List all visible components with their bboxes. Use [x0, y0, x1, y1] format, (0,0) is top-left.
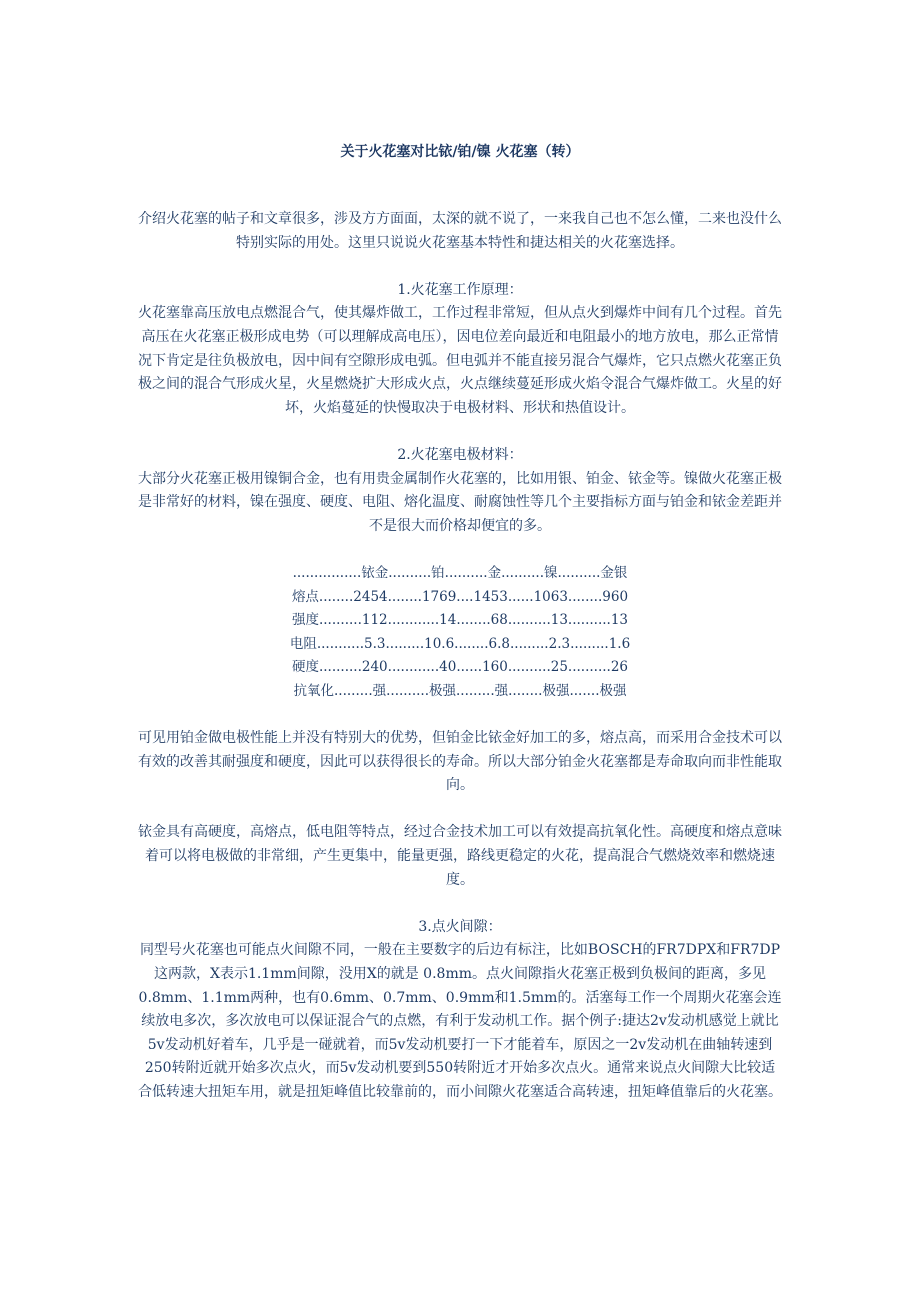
table-row-melting-point: 熔点........2454........1769....1453......1063........960	[291, 588, 629, 605]
section-3-body: 同型号火花塞也可能点火间隙不同，一般在主要数字的后边有标注，比如BOSCH的FR7DPX和FR7DP这两款，X表示1.1mm间隙，没用X的就是 0.8mm。点火间隙指火花塞正极到负极间的距离，多见0.8mm、1.1mm两种，也有0.6mm、0.7mm、0.9mm和1.5mm的。活塞每工作一个周期火花塞会连续放电多次，多次放电可以保证混合气的点燃，有利于发动机工作。据个例子:捷达2v发动机感觉上就比5v发动机好着车，几乎是一碰就着，而5v发动机要打一下才能着车，原因之一2v发动机在曲轴转速到250转附近就开始多次点火，而5v发动机要到550转附近才开始多次点火。通常来说点火间隙大比较适合低转速大扭矩车用，就是扭矩峰值比较靠前的，而小间隙火花塞适合高转速，扭矩峰值靠后的火花塞。	[138, 942, 782, 1100]
section-2-paragraph-2: 可见用铂金做电极性能上并没有特别大的优势，但铂金比铱金好加工的多，熔点高，而采用合金技术可以有效的改善其耐强度和硬度，因此可以获得很长的寿命。所以大部分铂金火花塞都是寿命取向而非性能取向。	[138, 730, 782, 794]
section-2-body: 大部分火花塞正极用镍铜合金，也有用贵金属制作火花塞的，比如用银、铂金、铱金等。镍做火花塞正极是非常好的材料，镍在强度、硬度、电阻、熔化温度、耐腐蚀性等几个主要指标方面与铂金和铱金差距并不是很大而价格却便宜的多。	[138, 470, 782, 534]
section-3-heading: 3.点火间隙：	[418, 918, 502, 935]
section-2-paragraph-3: 铱金具有高硬度，高熔点，低电阻等特点，经过合金技术加工可以有效提高抗氧化性。高硬度和熔点意味着可以将电极做的非常细，产生更集中，能量更强，路线更稳定的火花，提高混合气燃烧效率和燃烧速度。	[138, 824, 782, 888]
table-row-hardness: 硬度..........240............40......160..........25..........26	[291, 659, 629, 676]
section-1-heading: 1.火花塞工作原理：	[397, 281, 523, 298]
table-row-resistance: 电阻...........5.3.........10.6........6.8.........2.3.........1.6	[289, 635, 631, 652]
material-comparison-table	[138, 562, 782, 704]
section-2-heading: 2.火花塞电极材料：	[397, 446, 523, 463]
document-page	[138, 140, 782, 1128]
page-title: 关于火花塞对比铱/铂/镍 火花塞（转）	[340, 144, 580, 160]
intro-paragraph: 介绍火花塞的帖子和文章很多，涉及方方面面，太深的就不说了，一来我自己也不怎么懂，二来也没什么特别实际的用处。这里只说说火花塞基本特性和捷达相关的火花塞选择。	[138, 211, 782, 251]
table-row-header: ................铱金..........铂..........金..........镍..........金银	[292, 564, 628, 581]
table-row-oxidation-resistance: 抗氧化.........强..........极强.........强........极强.......极强	[293, 682, 627, 699]
section-1-body: 火花塞靠高压放电点燃混合气，使其爆炸做工，工作过程非常短，但从点火到爆炸中间有几个过程。首先高压在火花塞正极形成电势（可以理解成高电压），因电位差向最近和电阻最小的地方放电，那么正常情况下肯定是往负极放电，因中间有空隙形成电弧。但电弧并不能直接另混合气爆炸，它只点燃火花塞正负极之间的混合气形成火星，火星燃烧扩大形成火点，火点继续蔓延形成火焰令混合气爆炸做工。火星的好坏，火焰蔓延的快慢取决于电极材料、形状和热值设计。	[138, 305, 782, 416]
table-row-strength: 强度..........112............14........68..........13..........13	[291, 612, 629, 629]
